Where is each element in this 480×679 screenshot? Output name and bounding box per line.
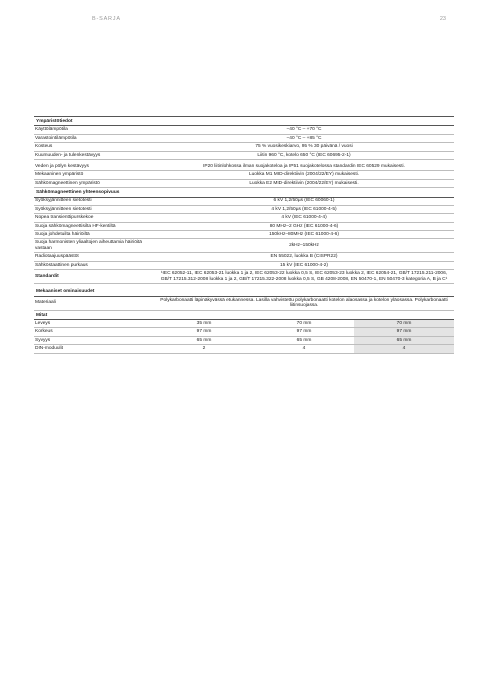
dimension-value: 70 mm [254, 320, 354, 328]
standards-row [34, 270, 454, 284]
spec-label: Syöksyjännitteen sietotesti [34, 205, 154, 213]
spec-row [34, 253, 454, 261]
section-title: Ympäristötiedot [34, 117, 454, 126]
spec-label: Suoja harmonisten yliaaltojen aiheuttamia häiriöitä vastaan [34, 239, 154, 253]
spec-row [34, 231, 454, 239]
spec-value: IP20 liitinlohkossa ilman suojakoteloa ja IP51 suojakotelossa standardin IEC 60529 mukaisesti. [154, 163, 454, 171]
dimension-value: 35 mm [154, 320, 254, 328]
spec-value: 6 kV 1,2/50µs (IEC 60060-1) [154, 197, 454, 205]
spec-row [34, 143, 454, 151]
page-number: 23 [439, 16, 446, 22]
spec-row [34, 296, 454, 310]
spec-value: 75 % vuosikeskiarvo, 95 % 30 päivänä / vuosi [154, 143, 454, 151]
spec-value: Liitin 960 °C, kotelo 650 °C (IEC 60695-2-1) [154, 151, 454, 159]
spec-label: Materiaali [34, 296, 154, 310]
spec-value: 2kHz–150kHz [154, 239, 454, 253]
dimension-label: Leveys [34, 320, 154, 328]
spec-value: 150kHz–80MHz (IEC 61000-4-6) [154, 231, 454, 239]
dimension-value: 97 mm [354, 328, 454, 336]
spec-label: Sähköstaattinen purkaus [34, 261, 154, 269]
spec-value: 80 MHz–2 GHz (IEC 61000-4-6) [154, 222, 454, 230]
spec-row [34, 197, 454, 205]
spec-value: Luokka M1 MID-direktiivin (2004/22/EY) mukaisesti. [154, 171, 454, 179]
dimension-label: DIN-moduulit [34, 345, 154, 353]
dimension-value: 65 mm [254, 336, 354, 344]
dimension-value: 4 [254, 345, 354, 353]
dimension-value: 97 mm [154, 328, 254, 336]
dimension-value: 65 mm [154, 336, 254, 344]
spec-value: 15 kV (IEC 61000-4-2) [154, 261, 454, 269]
spec-row [34, 163, 454, 171]
section-mechanical [34, 287, 454, 296]
spec-value: 4 kV 1,2/50µs (IEC 61000-4-5) [154, 205, 454, 213]
spec-label: Mekaaninen ympäristö [34, 171, 154, 179]
section-emc [34, 188, 454, 197]
dimension-value: 65 mm [354, 336, 454, 344]
spec-value: 4 kV (IEC 61000-4-4) [154, 214, 454, 222]
spec-document [34, 116, 454, 354]
dimension-value: 70 mm [354, 320, 454, 328]
spec-table [34, 116, 454, 354]
spec-value: EN 55022, luokka B (CISPR22) [154, 253, 454, 261]
section-title: Mitat [34, 310, 454, 319]
section-title: Sähkömagneettinen yhteensopivuus [34, 188, 454, 197]
dimension-row [34, 320, 454, 328]
spec-row [34, 222, 454, 230]
spec-row [34, 151, 454, 159]
dimension-value: 97 mm [254, 328, 354, 336]
spec-label: Kuumuuden- ja tulenkestävyys [34, 151, 154, 159]
spec-row [34, 214, 454, 222]
spec-label: Nopea transienttipurskekoe [34, 214, 154, 222]
series-header: B-SARJA [92, 16, 121, 22]
spec-label: Kosteus [34, 143, 154, 151]
spec-value: Luokka E2 MID-direktiivin (2004/22/EY) mukaisesti. [154, 179, 454, 187]
spec-value: Polykarbonaatti läpinäkyvässä etukannessa. Lasilla vahvistettu polykarbonaatti kotelon alaosassa ja kotelon yläosassa. Polykarbonaatti liitinsuojassa. [154, 296, 454, 310]
dimension-label: Syvyys [34, 336, 154, 344]
spec-row [34, 239, 454, 253]
spec-row [34, 205, 454, 213]
dimension-row [34, 345, 454, 353]
dimension-row [34, 336, 454, 344]
spec-row [34, 134, 454, 142]
dimension-label: Korkeus [34, 328, 154, 336]
spec-row [34, 261, 454, 269]
spec-label: Veden ja pölyn kestävyys [34, 163, 154, 171]
spec-label: Varastointilämpötila [34, 134, 154, 142]
spec-label: Käyttölämpötila [34, 126, 154, 134]
section-dimensions [34, 310, 454, 319]
spec-row [34, 171, 454, 179]
dimension-value: 4 [354, 345, 454, 353]
dimension-value: 2 [154, 345, 254, 353]
spec-value: −40 °C – +85 °C [154, 134, 454, 142]
section-title: Mekaaniset ominaisuudet [34, 287, 454, 296]
spec-label: Suoja johdetuilta häiriöiltä [34, 231, 154, 239]
spec-label: Syöksyjännitteen sietotesti [34, 197, 154, 205]
standards-label: Standardit [34, 270, 154, 284]
dimension-row [34, 328, 454, 336]
standards-value: ¹IEC 62052-11, IEC 62053-21 luokka 1 ja 2, IEC 62053-22 luokka 0,5 S, IEC 62053-23 luokka 2, IEC 62054-21, GB/T 17215.211-2006, GB/T 17215.312-2008 luokka 1 ja 2, GB/T 17215.322-2008 luokka 0,5 S, GB 4208-2008, EN 50470-1, EN 50470-3 kategoria A, B ja C¹ [154, 270, 454, 284]
spec-label: Radiotaajuuspäästöt [34, 253, 154, 261]
section-environment [34, 117, 454, 126]
spec-label: Suoja sähkömagneettisilta HF-kentiltä [34, 222, 154, 230]
spec-row [34, 126, 454, 134]
spec-label: Sähkömagneettinen ympäristö [34, 179, 154, 187]
spec-value: −40 °C – +70 °C [154, 126, 454, 134]
spec-row [34, 179, 454, 187]
